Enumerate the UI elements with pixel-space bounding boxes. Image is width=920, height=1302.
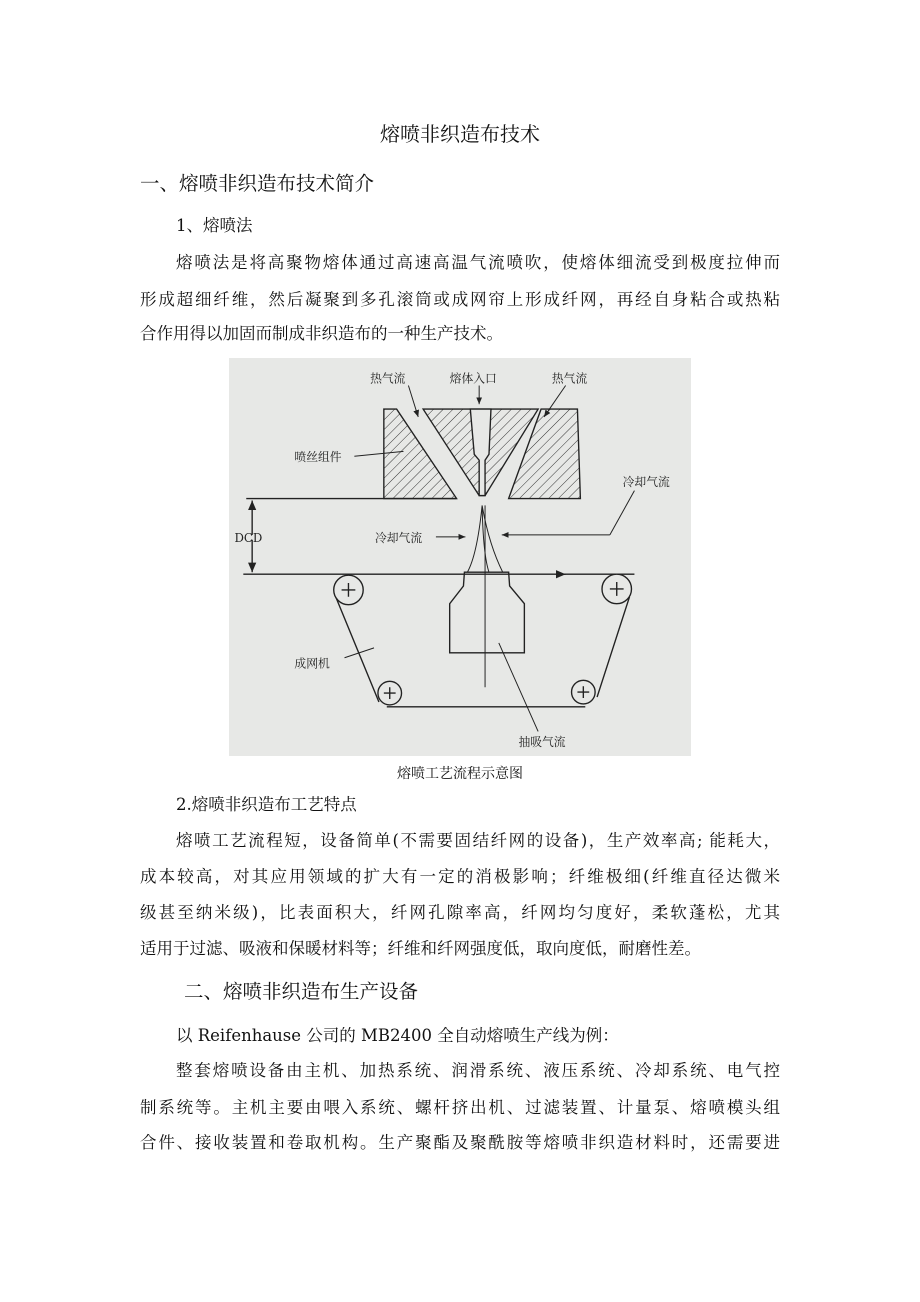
dcd-label: DCD [234, 530, 263, 545]
suction-air-label: 抽吸气流 [518, 735, 566, 750]
subsection-2-heading: 2.熔喷非织造布工艺特点 [176, 795, 357, 814]
paragraph-line: 合件、接收装置和卷取机构。生产聚酯及聚酰胺等熔喷非织造材料时，还需要进 [140, 1133, 780, 1152]
paragraph-line: 制系统等。主机主要由喂入系统、螺杆挤出机、过滤装置、计量泵、熔喷模头组 [140, 1098, 780, 1117]
melt-blown-process-diagram [229, 358, 691, 756]
paragraph-line: 熔喷法是将高聚物熔体通过高速高温气流喷吹，使熔体细流受到极度拉伸而 [176, 253, 780, 272]
cooling-air-right-label: 冷却气流 [622, 474, 670, 489]
paragraph-line: 级甚至纳米级)，比表面积大，纤网孔隙率高，纤网均匀度好，柔软蓬松，尤其 [140, 903, 780, 922]
cooling-air-center-label: 冷却气流 [374, 530, 423, 545]
web-former-label: 成网机 [294, 656, 330, 671]
paragraph-line: 熔喷工艺流程短，设备简单(不需要固结纤网的设备)，生产效率高; 能耗大， [176, 831, 780, 850]
paragraph-line: 以 Reifenhause 公司的 MB2400 全自动熔喷生产线为例： [176, 1026, 619, 1045]
paragraph-line: 整套熔喷设备由主机、加热系统、润滑系统、液压系统、冷却系统、电气控 [176, 1061, 780, 1080]
subsection-1-heading: 1、熔喷法 [176, 216, 253, 235]
roller [572, 680, 596, 704]
paragraph-line: 形成超细纤维，然后凝聚到多孔滚筒或成网帘上形成纤网，再经自身粘合或热粘 [140, 290, 780, 309]
paragraph-line: 适用于过滤、吸液和保暖材料等；纤维和纤网强度低，取向度低，耐磨性差。 [140, 939, 701, 958]
melt-inlet-label: 熔体入口 [449, 371, 497, 386]
suction-hood [450, 572, 525, 653]
hot-air-left-label: 热气流 [370, 371, 406, 386]
spinneret-label: 喷丝组件 [294, 450, 342, 465]
roller [334, 575, 363, 604]
section-1-heading: 一、熔喷非织造布技术简介 [140, 172, 375, 195]
paragraph-line: 成本较高，对其应用领域的扩大有一定的消极影响；纤维极细(纤维直径达微米 [140, 867, 780, 886]
roller [602, 574, 631, 603]
section-2-heading: 二、熔喷非织造布生产设备 [184, 980, 419, 1003]
paragraph-line: 合作用得以加固而制成非织造布的一种生产技术。 [140, 324, 503, 343]
roller [378, 681, 402, 705]
figure-caption: 熔喷工艺流程示意图 [397, 766, 523, 782]
hot-air-right-label: 热气流 [551, 371, 588, 386]
document-title: 熔喷非织造布技术 [380, 122, 540, 146]
